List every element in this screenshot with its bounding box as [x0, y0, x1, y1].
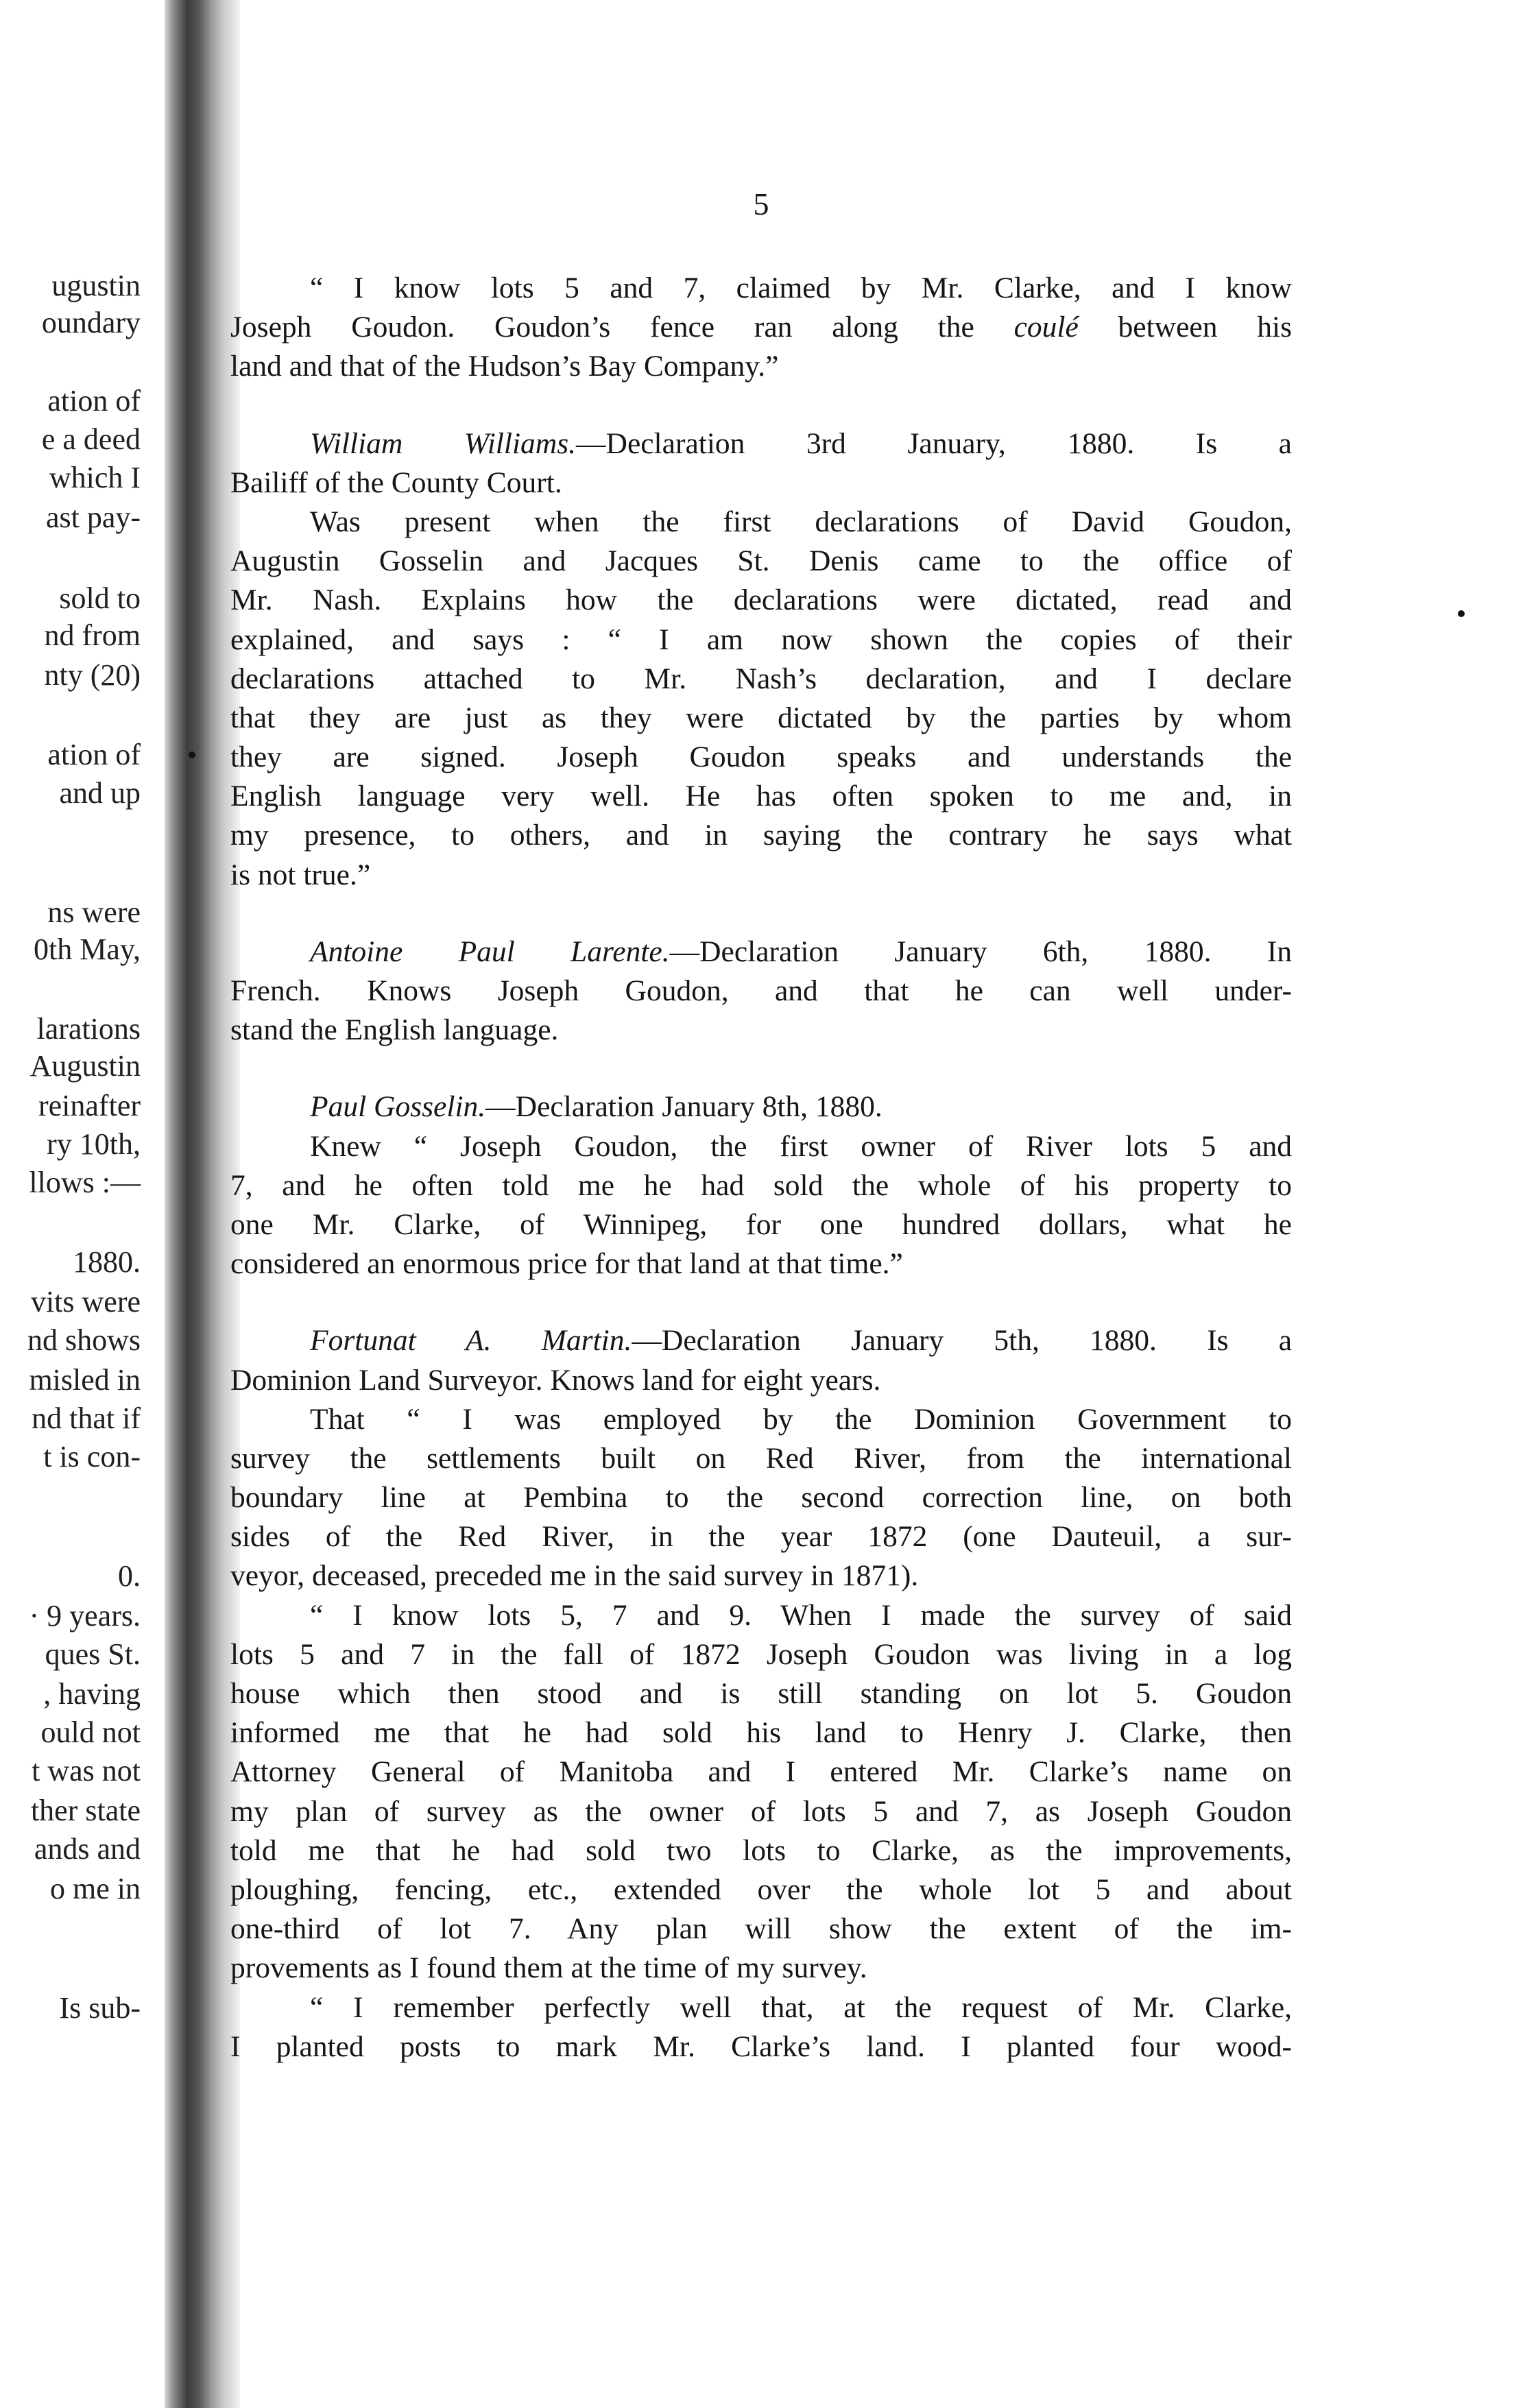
- text-run: they are signed. Joseph Goudon speaks and understands the: [230, 741, 1292, 774]
- text-run: Augustin Gosselin and Jacques St. Denis came to the office of: [230, 544, 1292, 578]
- page-body: [230, 269, 1292, 2067]
- text-line: [230, 1792, 1292, 1831]
- text-line: [230, 1205, 1292, 1244]
- text-line: [230, 1087, 1292, 1127]
- text-line: [230, 816, 1292, 855]
- facing-page-line: Augustin: [29, 1049, 141, 1083]
- text-line: [230, 856, 1292, 895]
- italic-name: Paul Gosselin.: [310, 1090, 486, 1124]
- text-run: boundary line at Pembina to the second correction line, on both: [230, 1481, 1292, 1515]
- text-line: [230, 1361, 1292, 1400]
- facing-page-line: and up: [59, 776, 141, 810]
- text-line: [230, 463, 1292, 503]
- text-line: [230, 503, 1292, 542]
- paragraph: [230, 1127, 1292, 1284]
- text-line: [230, 1556, 1292, 1596]
- facing-page-line: ther state: [30, 1794, 141, 1827]
- text-line: [230, 1400, 1292, 1439]
- text-line: [230, 738, 1292, 777]
- text-line: [230, 1127, 1292, 1166]
- text-line: [230, 660, 1292, 699]
- text-run: —Declaration January 8th, 1880.: [485, 1090, 882, 1124]
- text-run: “ I remember perfectly well that, at the request of Mr. Clarke,: [310, 1990, 1292, 2024]
- text-line: [230, 1478, 1292, 1517]
- text-line: [230, 1910, 1292, 1949]
- text-run: explained, and says : “ I am now shown the copies of their: [230, 623, 1292, 656]
- facing-page-line: e a deed: [41, 422, 141, 456]
- text-run: considered an enormous price for that land at that time.”: [230, 1247, 903, 1281]
- text-run: Joseph Goudon. Goudon’s fence ran along the: [230, 311, 1014, 344]
- text-line: [230, 777, 1292, 816]
- facing-page-line: ould not: [40, 1715, 141, 1749]
- facing-page-line: nty (20): [44, 658, 141, 692]
- paragraph: [230, 1988, 1292, 2067]
- text-line: [230, 2027, 1292, 2067]
- text-line: [230, 1517, 1292, 1556]
- text-line: [230, 1674, 1292, 1713]
- text-run: Knew “ Joseph Goudon, the first owner of River lots 5 and: [310, 1129, 1292, 1163]
- facing-page-line: ns were: [47, 895, 141, 929]
- text-run: declarations attached to Mr. Nash’s declaration, and I declare: [230, 662, 1292, 695]
- facing-page-line: nd that if: [32, 1401, 141, 1435]
- text-run: house which then stood and is still standing on lot 5. Goudon: [230, 1677, 1292, 1710]
- facing-page-line: ast pay-: [45, 501, 141, 534]
- text-run: ploughing, fencing, etc., extended over the whole lot 5 and about: [230, 1873, 1292, 1906]
- margin-dot: [1458, 610, 1465, 617]
- text-run: my presence, to others, and in saying the contrary he says what: [230, 819, 1292, 852]
- text-run: Dominion Land Surveyor. Knows land for eight years.: [230, 1363, 881, 1397]
- paragraph: [230, 1400, 1292, 1596]
- facing-page-line: nd shows: [27, 1323, 141, 1357]
- page-number: 5: [753, 186, 769, 221]
- facing-page-line: Is sub-: [59, 1991, 141, 2025]
- facing-page-line: which I: [49, 461, 141, 494]
- text-run: Attorney General of Manitoba and I entered Mr. Clarke’s name on: [230, 1755, 1292, 1789]
- text-line: [230, 424, 1292, 463]
- text-line: [230, 347, 1292, 386]
- facing-page-line: , having: [43, 1677, 141, 1711]
- text-line: [230, 1596, 1292, 1635]
- text-line: [230, 1713, 1292, 1753]
- text-run: I planted posts to mark Mr. Clarke’s land. I planted four wood-: [230, 2030, 1292, 2063]
- text-run: —Declaration January 5th, 1880. Is a: [632, 1324, 1292, 1358]
- text-run: sides of the Red River, in the year 1872 (one Dauteuil, a sur-: [230, 1520, 1292, 1554]
- text-run: between his: [1078, 311, 1293, 344]
- text-run: is not true.”: [230, 858, 371, 891]
- text-run: one Mr. Clarke, of Winnipeg, for one hundred dollars, what he: [230, 1207, 1292, 1241]
- text-run: Was present when the first declarations of David Goudon,: [310, 505, 1292, 538]
- facing-page-line: llows :—: [29, 1166, 141, 1199]
- facing-page-line: reinafter: [38, 1089, 141, 1122]
- text-line: [230, 269, 1292, 308]
- paragraph: [230, 1596, 1292, 1988]
- text-run: 7, and he often told me he had sold the whole of his property to: [230, 1168, 1292, 1202]
- text-run: provements as I found them at the time of my survey.: [230, 1951, 867, 1985]
- text-run: veyor, deceased, preceded me in the said survey in 1871).: [230, 1559, 919, 1593]
- book-gutter: [165, 0, 240, 2408]
- text-run: —Declaration January 6th, 1880. In: [669, 935, 1292, 968]
- text-run: one-third of lot 7. Any plan will show the extent of the im-: [230, 1912, 1292, 1946]
- text-run: French. Knows Joseph Goudon, and that he can well under-: [230, 974, 1292, 1007]
- italic-name: William Williams.: [310, 426, 577, 460]
- facing-page-fragment: [0, 0, 175, 2408]
- facing-page-line: sold to: [59, 581, 141, 615]
- facing-page-line: ry 10th,: [47, 1127, 141, 1161]
- text-line: [230, 621, 1292, 660]
- text-line: [230, 1753, 1292, 1792]
- text-line: [230, 1439, 1292, 1478]
- facing-page-line: misled in: [29, 1363, 141, 1397]
- facing-page-line: ation of: [47, 384, 141, 418]
- paragraph: [230, 1321, 1292, 1399]
- text-line: [230, 932, 1292, 972]
- text-line: [230, 542, 1292, 581]
- paragraph: [230, 932, 1292, 1050]
- text-line: [230, 1870, 1292, 1910]
- text-run: my plan of survey as the owner of lots 5 and 7, as Joseph Goudon: [230, 1794, 1292, 1828]
- facing-page-line: t is con-: [43, 1440, 141, 1473]
- facing-page-line: t was not: [32, 1754, 141, 1787]
- text-line: [230, 1949, 1292, 1988]
- facing-page-line: vits were: [30, 1285, 141, 1319]
- text-line: [230, 581, 1292, 620]
- italic-name: Fortunat A. Martin.: [310, 1324, 632, 1358]
- paragraph: [230, 503, 1292, 895]
- scan-speck: [189, 751, 195, 758]
- text-line: [230, 1166, 1292, 1205]
- facing-page-line: larations: [36, 1012, 141, 1046]
- text-run: survey the settlements built on Red River, from the international: [230, 1441, 1292, 1475]
- text-run: informed me that he had sold his land to Henry J. Clarke, then: [230, 1716, 1292, 1750]
- text-run: Mr. Nash. Explains how the declarations were dictated, read and: [230, 583, 1292, 617]
- text-line: [230, 1321, 1292, 1360]
- text-line: [230, 308, 1292, 347]
- text-run: “ I know lots 5, 7 and 9. When I made the survey of said: [310, 1598, 1292, 1632]
- facing-page-line: 0th May,: [33, 932, 141, 966]
- facing-page-line: 1880.: [73, 1245, 141, 1279]
- text-run: —Declaration 3rd January, 1880. Is a: [576, 426, 1292, 460]
- italic-name: Antoine Paul Larente.: [310, 935, 670, 968]
- text-run: stand the English language.: [230, 1013, 559, 1047]
- facing-page-line: oundary: [41, 306, 141, 339]
- facing-page-line: ation of: [47, 738, 141, 771]
- facing-page-line: nd from: [44, 618, 141, 652]
- facing-page-line: o me in: [50, 1872, 141, 1905]
- text-line: [230, 699, 1292, 738]
- text-line: [230, 1635, 1292, 1674]
- text-run: lots 5 and 7 in the fall of 1872 Joseph Goudon was living in a log: [230, 1637, 1292, 1671]
- paragraph: [230, 1087, 1292, 1127]
- paragraph: [230, 424, 1292, 503]
- facing-page-line: ques St.: [45, 1637, 141, 1671]
- facing-page-line: ands and: [34, 1832, 141, 1866]
- text-run: Bailiff of the County Court.: [230, 466, 562, 499]
- text-line: [230, 1011, 1292, 1050]
- facing-page-line: 0.: [118, 1559, 141, 1593]
- italic-name: coulé: [1013, 311, 1079, 344]
- text-run: English language very well. He has often spoken to me and, in: [230, 780, 1292, 813]
- text-run: land and that of the Hudson’s Bay Company.”: [230, 350, 779, 383]
- text-run: that they are just as they were dictated by the parties by whom: [230, 701, 1292, 734]
- text-run: That “ I was employed by the Dominion Government to: [310, 1402, 1292, 1436]
- facing-page-line: ugustin: [51, 269, 141, 302]
- text-line: [230, 1988, 1292, 2027]
- text-line: [230, 1831, 1292, 1870]
- facing-page-line: · 9 years.: [29, 1599, 141, 1633]
- text-line: [230, 972, 1292, 1011]
- text-run: “ I know lots 5 and 7, claimed by Mr. Clarke, and I know: [310, 272, 1292, 304]
- text-line: [230, 1244, 1292, 1284]
- paragraph: [230, 269, 1292, 387]
- text-run: told me that he had sold two lots to Clarke, as the improvements,: [230, 1833, 1292, 1867]
